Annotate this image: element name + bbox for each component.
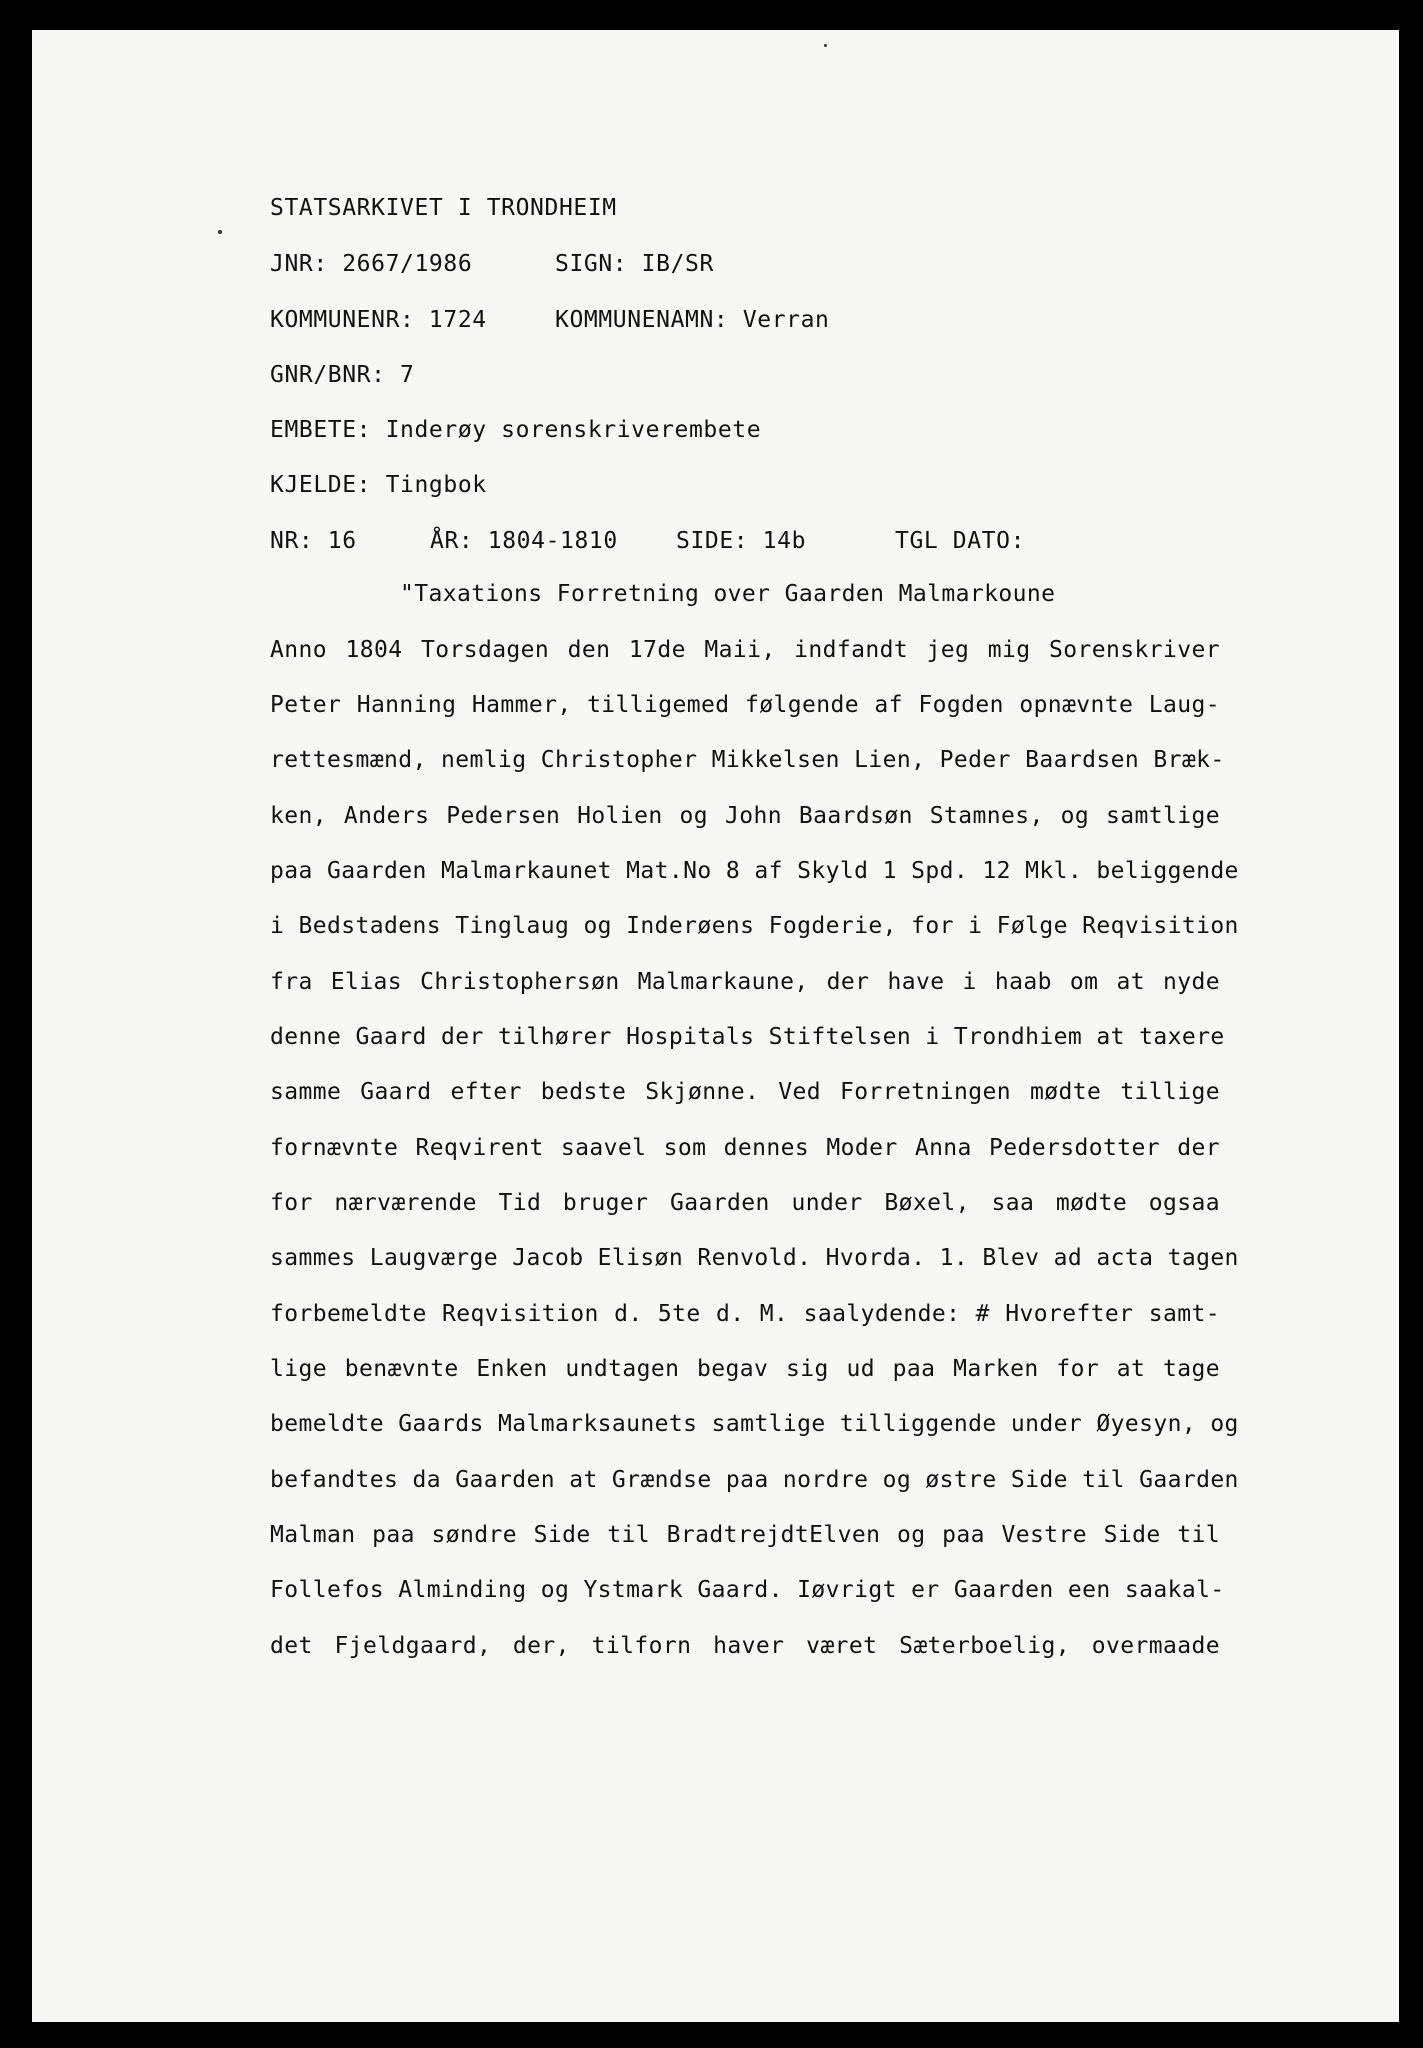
tgl-dato-field: TGL DATO: [895, 528, 1026, 554]
embete-field: EMBETE: Inderøy sorenskriverembete [270, 417, 762, 443]
side-field: SIDE: 14b [676, 528, 807, 554]
kjelde-field: KJELDE: Tingbok [270, 472, 487, 498]
body-line: sammes Laugværge Jacob Elisøn Renvold. Hvorda. 1. Blev ad acta tagen [270, 1245, 1239, 1271]
body-line: rettesmænd, nemlig Christopher Mikkelsen Lien, Peder Baardsen Bræk- [270, 747, 1225, 773]
body-line: fra Elias Christophersøn Malmarkaune, der have i haab om at nyde [270, 969, 1220, 995]
archive-title: STATSARKIVET I TRONDHEIM [270, 195, 617, 221]
kommunenr-field: KOMMUNENR: 1724 [270, 307, 487, 333]
body-line: fornævnte Reqvirent saavel som dennes Moder Anna Pedersdotter der [270, 1135, 1220, 1161]
body-line: befandtes da Gaarden at Grændse paa nordre og østre Side til Gaarden [270, 1467, 1239, 1493]
body-line: denne Gaard der tilhører Hospitals Stiftelsen i Trondhiem at taxere [270, 1024, 1225, 1050]
body-line: Anno 1804 Torsdagen den 17de Maii, indfandt jeg mig Sorenskriver [270, 637, 1220, 663]
sign-field: SIGN: IB/SR [555, 251, 714, 277]
body-line: paa Gaarden Malmarkaunet Mat.No 8 af Skyld 1 Spd. 12 Mkl. beliggende [270, 858, 1239, 884]
body-line: det Fjeldgaard, der, tilforn haver været Sæterboelig, overmaade [270, 1633, 1220, 1659]
body-line: for nærværende Tid bruger Gaarden under Bøxel, saa mødte ogsaa [270, 1190, 1220, 1216]
body-line: samme Gaard efter bedste Skjønne. Ved Forretningen mødte tillige [270, 1079, 1220, 1105]
body-line: lige benævnte Enken undtagen begav sig ud paa Marken for at tage [270, 1356, 1220, 1382]
gnr-bnr-field: GNR/BNR: 7 [270, 362, 415, 388]
body-line: Follefos Alminding og Ystmark Gaard. Iøvrigt er Gaarden een saakal- [270, 1577, 1225, 1603]
kommunenamn-field: KOMMUNENAMN: Verran [555, 307, 830, 333]
body-line: forbemeldte Reqvisition d. 5te d. M. saalydende: # Hvorefter samt- [270, 1301, 1220, 1327]
body-line: "Taxations Forretning over Gaarden Malmarkoune [400, 581, 1056, 607]
body-line: Peter Hanning Hammer, tilligemed følgende af Fogden opnævnte Laug- [270, 692, 1220, 718]
aar-field: ÅR: 1804-1810 [430, 528, 618, 554]
body-line: Malman paa søndre Side til BradtrejdtElven og paa Vestre Side til [270, 1522, 1220, 1548]
body-line: i Bedstadens Tinglaug og Inderøens Fogderie, for i Følge Reqvisition [270, 913, 1239, 939]
paper-speck [824, 44, 827, 47]
jnr-field: JNR: 2667/1986 [270, 251, 473, 277]
body-line: bemeldte Gaards Malmarksaunets samtlige tilliggende under Øyesyn, og [270, 1411, 1239, 1437]
body-line: ken, Anders Pedersen Holien og John Baardsøn Stamnes, og samtlige [270, 803, 1220, 829]
paper-speck [218, 230, 222, 234]
nr-field: NR: 16 [270, 528, 357, 554]
